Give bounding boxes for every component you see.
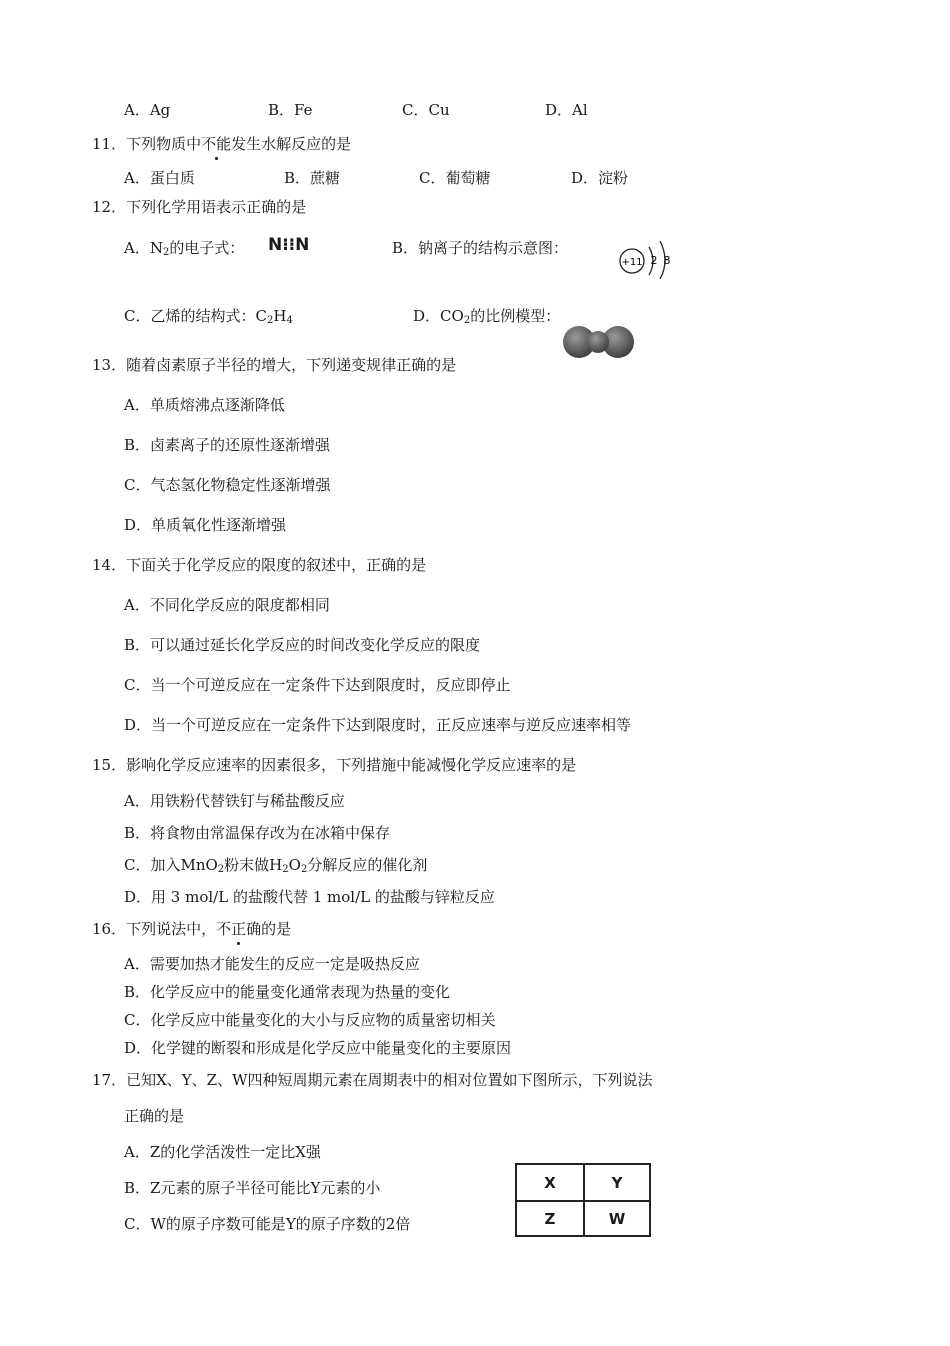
co2-space-filling-model xyxy=(562,324,636,360)
table-cell-x: X xyxy=(544,1173,556,1192)
option-d: D．淀粉 xyxy=(571,169,629,187)
option-d: D．当一个可逆反应在一定条件下达到限度时，正反应速率与逆反应速率相等 xyxy=(124,716,632,734)
option-c: C．化学反应中能量变化的大小与反应物的质量密切相关 xyxy=(124,1011,496,1029)
option-d: D．用 3 mol/L 的盐酸代替 1 mol/L 的盐酸与锌粒反应 xyxy=(124,888,495,906)
option-b: B．钠离子的结构示意图： xyxy=(392,239,569,257)
option-a: A．用铁粉代替铁钉与稀盐酸反应 xyxy=(124,792,345,810)
option-c: C．乙烯的结构式：$C_2H_4$ xyxy=(124,307,293,326)
nucleus-charge: +11 xyxy=(621,257,643,268)
question-16-stem: 16．下列说法中，不正确的是 xyxy=(92,920,292,938)
option-d: D．单质氧化性逐渐增强 xyxy=(124,516,287,534)
option-b: B．卤素离子的还原性逐渐增强 xyxy=(124,436,331,454)
option-a: A．Z的化学活泼性一定比X强 xyxy=(124,1143,321,1161)
option-d: D．化学键的断裂和形成是化学反应中能量变化的主要原因 xyxy=(124,1039,512,1057)
option-a: A．需要加热才能发生的反应一定是吸热反应 xyxy=(124,955,420,973)
option-b: B．可以通过延长化学反应的时间改变化学反应的限度 xyxy=(124,636,481,654)
n2-electron-formula: N⁝⁝N xyxy=(268,235,310,255)
table-cell-y: Y xyxy=(583,1165,649,1200)
question-14-stem: 14．下面关于化学反应的限度的叙述中，正确的是 xyxy=(92,556,427,574)
option-c: C．葡萄糖 xyxy=(419,169,491,187)
sodium-ion-structure-diagram xyxy=(612,233,674,279)
periodic-position-table xyxy=(515,1163,651,1237)
question-12-stem: 12．下列化学用语表示正确的是 xyxy=(92,198,307,216)
question-13-stem: 13．随着卤素原子半径的增大，下列递变规律正确的是 xyxy=(92,356,457,374)
emphasis-mark: 不能 xyxy=(201,135,232,153)
option-d: D．Al xyxy=(545,101,588,119)
option-a: A．单质熔沸点逐渐降低 xyxy=(124,396,285,414)
option-a: A．Ag xyxy=(124,101,171,119)
option-b: B．将食物由常温保存改为在冰箱中保存 xyxy=(124,824,391,842)
question-17-stem-cont: 正确的是 xyxy=(124,1107,185,1125)
option-d: D．$CO_2$的比例模型： xyxy=(413,307,561,326)
emphasis-mark: 不正确 xyxy=(216,920,262,938)
option-a: A．不同化学反应的限度都相同 xyxy=(124,596,330,614)
question-15-stem: 15．影响化学反应速率的因素很多，下列措施中能减慢化学反应速率的是 xyxy=(92,756,577,774)
option-c: C．W的原子序数可能是Y的原子序数的2倍 xyxy=(124,1215,411,1233)
table-cell-z: Z xyxy=(517,1200,583,1235)
option-c: C．当一个可逆反应在一定条件下达到限度时，反应即停止 xyxy=(124,676,511,694)
shell-2-count: 8 xyxy=(663,254,671,267)
option-c: C．加入MnO$_2$粉末做$H_2O_2$分解反应的催化剂 xyxy=(124,856,428,875)
table-cell-w: W xyxy=(583,1200,649,1235)
option-a: A．蛋白质 xyxy=(124,169,195,187)
option-b: B．Z元素的原子半径可能比Y元素的小 xyxy=(124,1179,381,1197)
option-b: B．Fe xyxy=(268,101,313,119)
option-a: A．$N_2$的电子式： xyxy=(124,239,245,258)
option-c: C．Cu xyxy=(402,101,450,119)
option-b: B．化学反应中的能量变化通常表现为热量的变化 xyxy=(124,983,451,1001)
question-17-stem: 17．已知X、Y、Z、W四种短周期元素在周期表中的相对位置如下图所示，下列说法 xyxy=(92,1071,653,1089)
shell-1-count: 2 xyxy=(650,254,658,267)
option-c: C．气态氢化物稳定性逐渐增强 xyxy=(124,476,331,494)
option-b: B．蔗糖 xyxy=(284,169,341,187)
question-11-stem: 11．下列物质中不能发生水解反应的是 xyxy=(92,135,352,153)
